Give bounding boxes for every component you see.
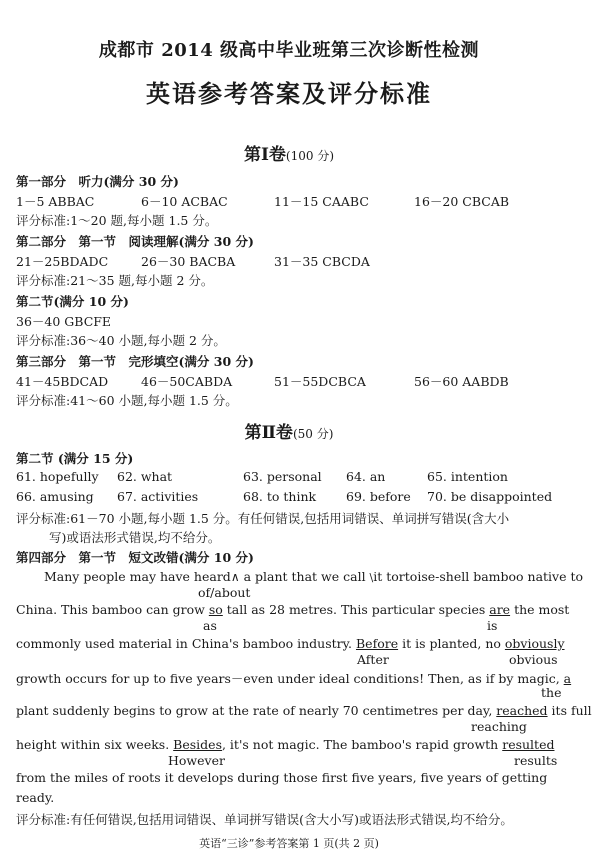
exam-title: 成都市 2014 级高中毕业班第三次诊断性检测 [98, 40, 480, 61]
passage-line [16, 737, 554, 752]
answer-group: 56－60 AABDB [414, 374, 509, 389]
passage-line [16, 636, 565, 651]
error-word: so [208, 602, 223, 617]
correction-word: However [168, 753, 225, 768]
passage-line [44, 569, 583, 584]
answer-item: 68. to think [243, 489, 317, 504]
correction-word: results [514, 753, 558, 768]
delete-mark: \ [369, 571, 374, 584]
grammar-answers-row2 [16, 489, 576, 505]
passage-text: China. This bamboo can grow [16, 602, 205, 617]
answer-item: 62. what [117, 469, 173, 484]
error-word: resulted [502, 737, 555, 752]
passage-line: ready. [16, 790, 55, 805]
part1-answers [16, 192, 576, 208]
answer-group: 31－35 CBCDA [274, 254, 370, 269]
answer-item: 66. amusing [16, 489, 94, 504]
answer-item: 70. be disappointed [427, 489, 553, 504]
passage-text: Many people may have [44, 569, 190, 584]
answer-group: 46－50CABDA [141, 374, 233, 389]
answer-group: 6－10 ACBAC [141, 194, 228, 209]
correction-word: the [541, 685, 562, 700]
passage-text: growth occurs for up to five years－even under ideal conditions! Then, as if by magic, [16, 671, 560, 686]
passage-text: tall as 28 metres. This particular species [226, 602, 486, 617]
correction-word: of/about [198, 585, 251, 600]
passage-text: it tortoise-shell bamboo native to [373, 569, 584, 584]
volume-1-score: (100 分) [285, 149, 335, 163]
part1-scoring-note: 评分标准:1～20 题,每小题 1.5 分。 [16, 213, 218, 228]
passage-text: heard [193, 569, 231, 584]
part2-section1-answers [16, 252, 576, 268]
part2-section1-heading: 第二部分 第一节 阅读理解(满分 30 分) [16, 234, 254, 249]
answer-item: 65. intention [427, 469, 508, 484]
answer-group: 11－15 CAABC [274, 194, 369, 209]
answer-group: 41－45BDCAD [16, 374, 109, 389]
part2-section2-scoring-note: 评分标准:36～40 小题,每小题 2 分。 [16, 333, 226, 348]
part1-heading: 第一部分 听力(满分 30 分) [16, 174, 179, 189]
caret-insert-mark: ∧ [230, 570, 240, 584]
passage-text: its full [551, 703, 592, 718]
answer-group: 51－55DCBCA [274, 374, 366, 389]
answer-group: 1－5 ABBAC [16, 194, 95, 209]
correction-word: is [487, 618, 498, 633]
answer-item: 63. personal [243, 469, 322, 484]
volume-1-title [0, 140, 578, 165]
grammar-answers-row1 [16, 469, 576, 485]
correction-word: reaching [471, 719, 527, 734]
correction-word: as [203, 618, 217, 633]
grammar-scoring-note-line2: 写)或语法形式错误,均不给分。 [49, 530, 221, 545]
passage-text: the most [514, 602, 570, 617]
volume-2-score: (50 分) [292, 427, 334, 441]
part4-heading: 第四部分 第一节 短文改错(满分 10 分) [16, 550, 254, 565]
passage-text: commonly used material in China's bamboo industry. [16, 636, 352, 651]
part3-answers [16, 372, 576, 388]
error-word: are [489, 602, 511, 617]
passage-text: it is planted, no [402, 636, 501, 651]
answer-group: 21－25BDADC [16, 254, 109, 269]
grammar-heading: 第二节 (满分 15 分) [16, 451, 134, 466]
answer-item: 69. before [346, 489, 411, 504]
error-word: a [563, 671, 572, 686]
page-footer: 英语“三诊”参考答案第 1 页(共 2 页) [199, 837, 379, 850]
part2-section1-scoring-note: 评分标准:21～35 题,每小题 2 分。 [16, 273, 214, 288]
passage-text: , it's not magic. The bamboo's rapid growth [221, 737, 499, 752]
doc-title: 英语参考答案及评分标准 [146, 79, 432, 108]
volume-2-label: 第Ⅱ卷 [244, 423, 293, 443]
answer-item: 61. hopefully [16, 469, 99, 484]
error-word: Before [355, 636, 399, 651]
passage-text: height within six weeks. [16, 737, 170, 752]
passage-line [16, 703, 592, 718]
answer-group: 26－30 BACBA [141, 254, 236, 269]
grammar-scoring-note-line1: 评分标准:61－70 小题,每小题 1.5 分。有任何错误,包括用词错误、单词拼写错误(含大小 [16, 511, 510, 526]
correction-word: obvious [509, 652, 558, 667]
passage-line [16, 602, 569, 617]
volume-2-title [0, 418, 578, 443]
part3-heading: 第三部分 第一节 完形填空(满分 30 分) [16, 354, 254, 369]
part3-scoring-note: 评分标准:41～60 小题,每小题 1.5 分。 [16, 393, 238, 408]
answer-item: 67. activities [117, 489, 199, 504]
part4-scoring-note: 评分标准:有任何错误,包括用词错误、单词拼写错误(含大小写)或语法形式错误,均不给分。 [16, 812, 513, 827]
passage-text: plant suddenly begins to grow at the rate of nearly 70 centimetres per day, [16, 703, 493, 718]
passage-line: from the miles of roots it develops during those first five years, five years of getting [16, 770, 548, 785]
error-word: reached [496, 703, 548, 718]
volume-1-label: 第Ⅰ卷 [243, 145, 286, 165]
error-word: obviously [504, 636, 565, 651]
passage-line [16, 669, 571, 687]
correction-word: After [357, 652, 389, 667]
passage-text: a plant that we call [243, 569, 366, 584]
answer-item: 64. an [346, 469, 386, 484]
part2-section2-answers: 36－40 GBCFE [16, 314, 112, 329]
answer-group: 16－20 CBCAB [414, 194, 510, 209]
error-word: Besides [173, 737, 222, 752]
part2-section2-heading: 第二节(满分 10 分) [16, 294, 129, 309]
